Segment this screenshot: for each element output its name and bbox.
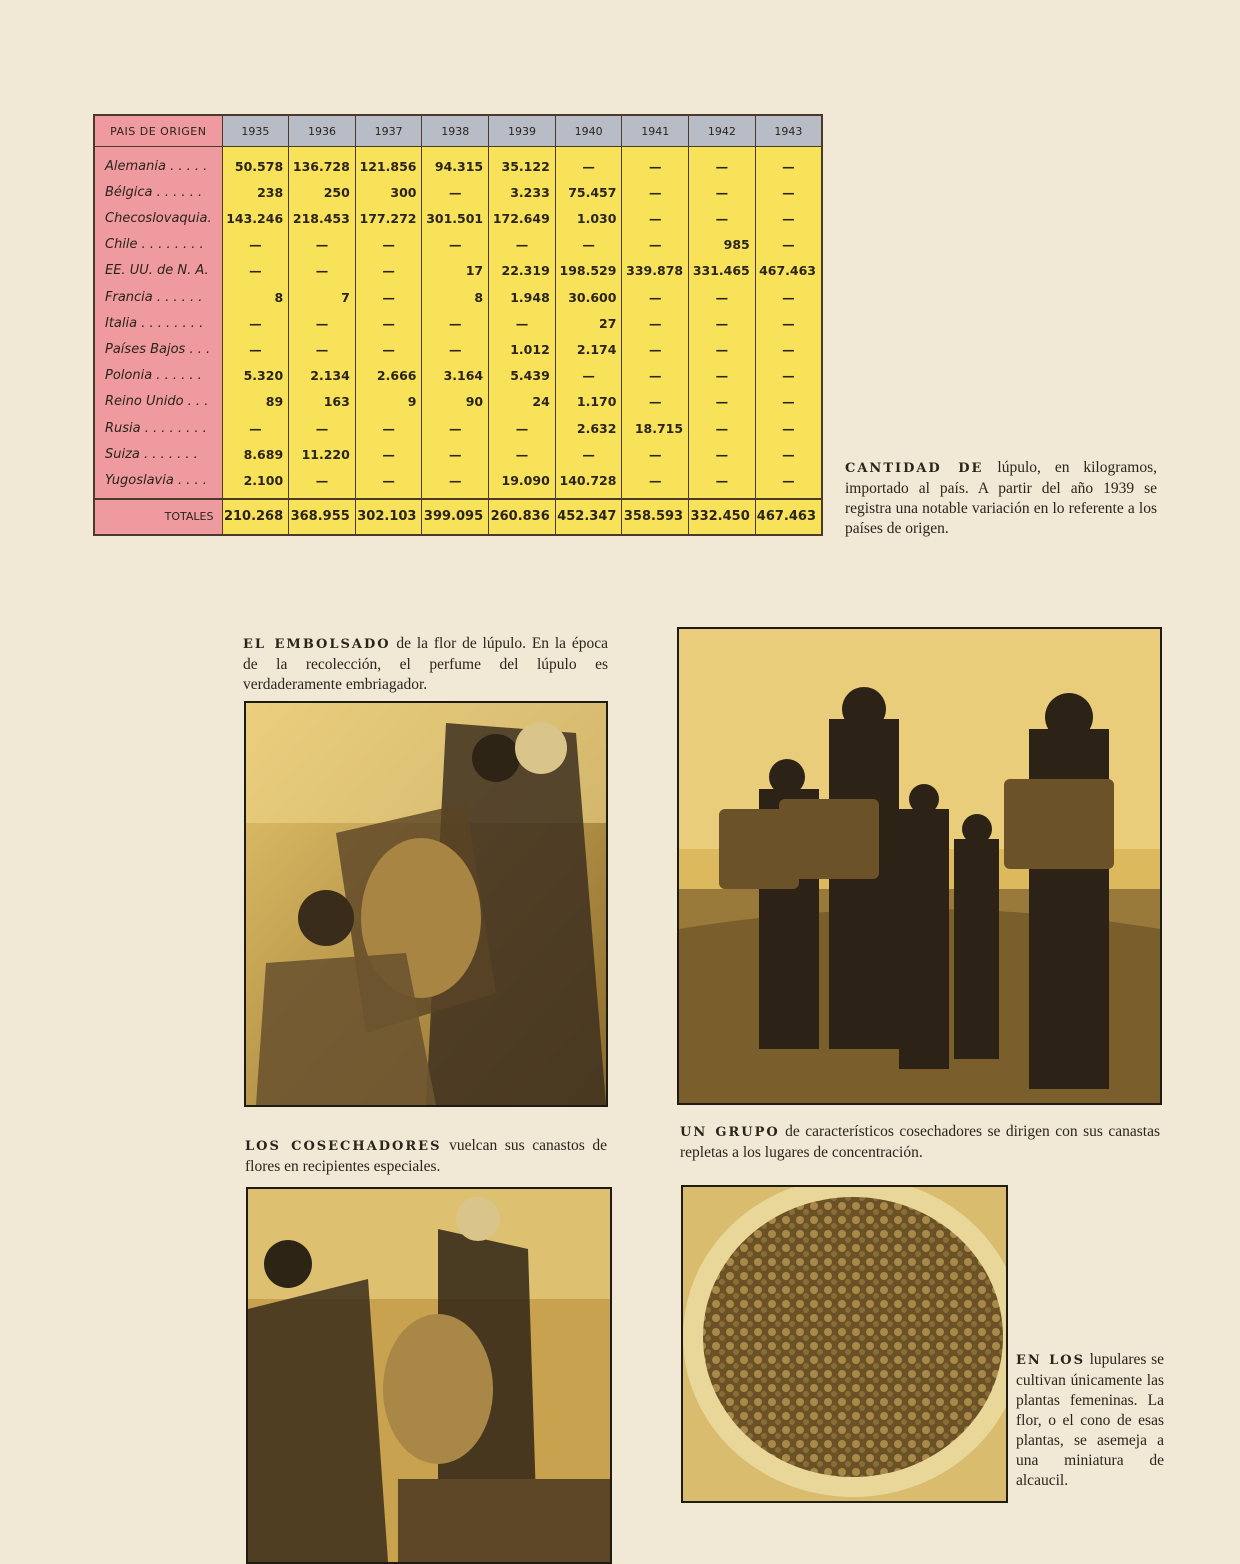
- total-cell: 452.347: [555, 499, 622, 535]
- photo-lupulo-image: [683, 1187, 1006, 1501]
- total-cell: 368.955: [289, 499, 356, 535]
- value-cell: 1.030: [555, 205, 622, 231]
- value-cell: —: [689, 310, 756, 336]
- value-cell: —: [555, 147, 622, 180]
- caption-lead: EN LOS: [1016, 1353, 1085, 1368]
- table-row: [94, 205, 822, 231]
- value-cell: —: [689, 284, 756, 310]
- value-cell: —: [222, 310, 289, 336]
- header-country: PAIS DE ORIGEN: [94, 115, 222, 147]
- value-cell: —: [355, 232, 422, 258]
- value-cell: —: [355, 284, 422, 310]
- caption-text: lupulares se cultivan únicamente las plantas femeninas. La flor, o el cono de esas plantas, se asemeja a una miniatura de alcaucil.: [1016, 1351, 1164, 1489]
- value-cell: 50.578: [222, 147, 289, 180]
- value-cell: 90: [422, 389, 489, 415]
- value-cell: —: [422, 415, 489, 441]
- value-cell: 250: [289, 179, 356, 205]
- value-cell: —: [222, 415, 289, 441]
- photo-grupo: [677, 627, 1162, 1105]
- caption-text: vuelcan sus canastos de flores en recipientes especiales.: [245, 1137, 607, 1175]
- table-body: [94, 147, 822, 536]
- caption-embolsado: [243, 634, 608, 695]
- value-cell: —: [489, 310, 556, 336]
- caption-lead: CANTIDAD DE: [845, 461, 984, 476]
- value-cell: —: [222, 258, 289, 284]
- caption-lead: LOS COSECHADORES: [245, 1139, 442, 1154]
- country-cell: Italia . . . . . . . .: [94, 310, 222, 336]
- value-cell: —: [755, 205, 822, 231]
- header-year: 1937: [355, 115, 422, 147]
- value-cell: —: [555, 363, 622, 389]
- value-cell: 30.600: [555, 284, 622, 310]
- value-cell: —: [355, 441, 422, 467]
- total-cell: 260.836: [489, 499, 556, 535]
- value-cell: —: [689, 415, 756, 441]
- table-row: [94, 363, 822, 389]
- country-cell: Checoslovaquia.: [94, 205, 222, 231]
- value-cell: —: [622, 467, 689, 498]
- value-cell: —: [622, 179, 689, 205]
- total-cell: 399.095: [422, 499, 489, 535]
- value-cell: 1.012: [489, 336, 556, 362]
- value-cell: —: [689, 147, 756, 180]
- value-cell: 163: [289, 389, 356, 415]
- value-cell: 35.122: [489, 147, 556, 180]
- value-cell: —: [355, 310, 422, 336]
- value-cell: —: [755, 147, 822, 180]
- value-cell: 331.465: [689, 258, 756, 284]
- value-cell: 198.529: [555, 258, 622, 284]
- value-cell: 143.246: [222, 205, 289, 231]
- value-cell: 8: [422, 284, 489, 310]
- totals-label: TOTALES: [94, 499, 222, 535]
- value-cell: 2.134: [289, 363, 356, 389]
- photo-cosechadores: [246, 1187, 612, 1564]
- table-row: [94, 284, 822, 310]
- value-cell: 140.728: [555, 467, 622, 498]
- value-cell: —: [289, 415, 356, 441]
- value-cell: 467.463: [755, 258, 822, 284]
- value-cell: 238: [222, 179, 289, 205]
- value-cell: —: [755, 415, 822, 441]
- value-cell: —: [489, 441, 556, 467]
- table-row: [94, 147, 822, 180]
- total-cell: 302.103: [355, 499, 422, 535]
- header-year: 1940: [555, 115, 622, 147]
- table-row: [94, 336, 822, 362]
- country-cell: Polonia . . . . . .: [94, 363, 222, 389]
- table-row: [94, 415, 822, 441]
- country-cell: Rusia . . . . . . . .: [94, 415, 222, 441]
- value-cell: —: [555, 441, 622, 467]
- value-cell: —: [489, 232, 556, 258]
- country-cell: Francia . . . . . .: [94, 284, 222, 310]
- value-cell: —: [289, 336, 356, 362]
- value-cell: —: [355, 415, 422, 441]
- value-cell: —: [422, 232, 489, 258]
- country-cell: Chile . . . . . . . .: [94, 232, 222, 258]
- value-cell: —: [355, 258, 422, 284]
- value-cell: 300: [355, 179, 422, 205]
- value-cell: 1.948: [489, 284, 556, 310]
- table-row: [94, 389, 822, 415]
- value-cell: 2.100: [222, 467, 289, 498]
- table-row: [94, 232, 822, 258]
- value-cell: —: [289, 258, 356, 284]
- total-cell: 210.268: [222, 499, 289, 535]
- value-cell: —: [422, 467, 489, 498]
- photo-embolsado: [244, 701, 608, 1107]
- value-cell: —: [755, 467, 822, 498]
- value-cell: —: [622, 336, 689, 362]
- value-cell: —: [422, 310, 489, 336]
- value-cell: 121.856: [355, 147, 422, 180]
- value-cell: —: [689, 336, 756, 362]
- value-cell: 136.728: [289, 147, 356, 180]
- country-cell: Yugoslavia . . . .: [94, 467, 222, 498]
- caption-lead: UN GRUPO: [680, 1125, 780, 1140]
- total-cell: 467.463: [755, 499, 822, 535]
- value-cell: 2.174: [555, 336, 622, 362]
- value-cell: 2.666: [355, 363, 422, 389]
- value-cell: —: [222, 232, 289, 258]
- value-cell: —: [689, 363, 756, 389]
- country-cell: EE. UU. de N. A.: [94, 258, 222, 284]
- value-cell: —: [422, 441, 489, 467]
- value-cell: —: [555, 232, 622, 258]
- value-cell: 22.319: [489, 258, 556, 284]
- value-cell: —: [422, 336, 489, 362]
- value-cell: —: [755, 389, 822, 415]
- header-year: 1935: [222, 115, 289, 147]
- value-cell: —: [755, 179, 822, 205]
- header-year: 1938: [422, 115, 489, 147]
- value-cell: —: [755, 363, 822, 389]
- value-cell: —: [689, 441, 756, 467]
- table-row: [94, 467, 822, 498]
- value-cell: 7: [289, 284, 356, 310]
- total-cell: 358.593: [622, 499, 689, 535]
- table-row: [94, 310, 822, 336]
- caption-lead: EL EMBOLSADO: [243, 637, 391, 652]
- totals-row: [94, 499, 822, 535]
- value-cell: 18.715: [622, 415, 689, 441]
- caption-cantidad: [845, 458, 1157, 539]
- caption-grupo: [680, 1122, 1160, 1163]
- value-cell: 301.501: [422, 205, 489, 231]
- value-cell: —: [355, 336, 422, 362]
- value-cell: —: [622, 389, 689, 415]
- value-cell: 218.453: [289, 205, 356, 231]
- value-cell: —: [289, 310, 356, 336]
- value-cell: 8.689: [222, 441, 289, 467]
- value-cell: 5.320: [222, 363, 289, 389]
- value-cell: 5.439: [489, 363, 556, 389]
- value-cell: —: [755, 232, 822, 258]
- value-cell: 11.220: [289, 441, 356, 467]
- table-row: [94, 441, 822, 467]
- caption-lupulares: [1016, 1350, 1164, 1491]
- value-cell: —: [489, 415, 556, 441]
- country-cell: Reino Unido . . .: [94, 389, 222, 415]
- value-cell: —: [622, 284, 689, 310]
- country-cell: Países Bajos . . .: [94, 336, 222, 362]
- value-cell: 177.272: [355, 205, 422, 231]
- hop-import-table: [93, 114, 823, 536]
- value-cell: —: [289, 232, 356, 258]
- value-cell: —: [622, 363, 689, 389]
- header-year: 1936: [289, 115, 356, 147]
- value-cell: 8: [222, 284, 289, 310]
- value-cell: 75.457: [555, 179, 622, 205]
- value-cell: —: [755, 310, 822, 336]
- header-year: 1943: [755, 115, 822, 147]
- caption-text: de la flor de lúpulo. En la época de la recolección, el perfume del lúpulo es verdaderamente embriagador.: [243, 635, 609, 693]
- photo-cosechadores-image: [248, 1189, 610, 1562]
- country-cell: Bélgica . . . . . .: [94, 179, 222, 205]
- caption-text: de característicos cosechadores se dirigen con sus canastas repletas a los lugares de concentración.: [680, 1123, 1161, 1161]
- value-cell: 24: [489, 389, 556, 415]
- value-cell: —: [355, 467, 422, 498]
- value-cell: 17: [422, 258, 489, 284]
- value-cell: —: [422, 179, 489, 205]
- value-cell: —: [622, 205, 689, 231]
- caption-cosechadores: [245, 1136, 607, 1177]
- value-cell: —: [622, 232, 689, 258]
- value-cell: 2.632: [555, 415, 622, 441]
- value-cell: 89: [222, 389, 289, 415]
- country-cell: Alemania . . . . .: [94, 147, 222, 180]
- table-row: [94, 258, 822, 284]
- value-cell: —: [689, 205, 756, 231]
- value-cell: 19.090: [489, 467, 556, 498]
- value-cell: 985: [689, 232, 756, 258]
- header-year: 1942: [689, 115, 756, 147]
- total-cell: 332.450: [689, 499, 756, 535]
- value-cell: —: [689, 467, 756, 498]
- value-cell: 3.164: [422, 363, 489, 389]
- value-cell: 9: [355, 389, 422, 415]
- table-header-row: [94, 115, 822, 147]
- value-cell: 27: [555, 310, 622, 336]
- header-year: 1939: [489, 115, 556, 147]
- value-cell: 94.315: [422, 147, 489, 180]
- photo-grupo-image: [679, 629, 1160, 1103]
- value-cell: —: [689, 389, 756, 415]
- value-cell: 1.170: [555, 389, 622, 415]
- value-cell: —: [289, 467, 356, 498]
- header-year: 1941: [622, 115, 689, 147]
- value-cell: —: [622, 310, 689, 336]
- value-cell: —: [755, 284, 822, 310]
- photo-lupulo: [681, 1185, 1008, 1503]
- value-cell: 3.233: [489, 179, 556, 205]
- value-cell: 339.878: [622, 258, 689, 284]
- value-cell: —: [755, 441, 822, 467]
- value-cell: —: [755, 336, 822, 362]
- table-row: [94, 179, 822, 205]
- caption-text: lúpulo, en kilogramos, importado al país. A partir del año 1939 se registra una notable variación en lo referente a los países de origen.: [845, 459, 1157, 537]
- country-cell: Suiza . . . . . . .: [94, 441, 222, 467]
- value-cell: —: [689, 179, 756, 205]
- value-cell: 172.649: [489, 205, 556, 231]
- value-cell: —: [622, 147, 689, 180]
- value-cell: —: [222, 336, 289, 362]
- photo-embolsado-image: [246, 703, 606, 1105]
- value-cell: —: [622, 441, 689, 467]
